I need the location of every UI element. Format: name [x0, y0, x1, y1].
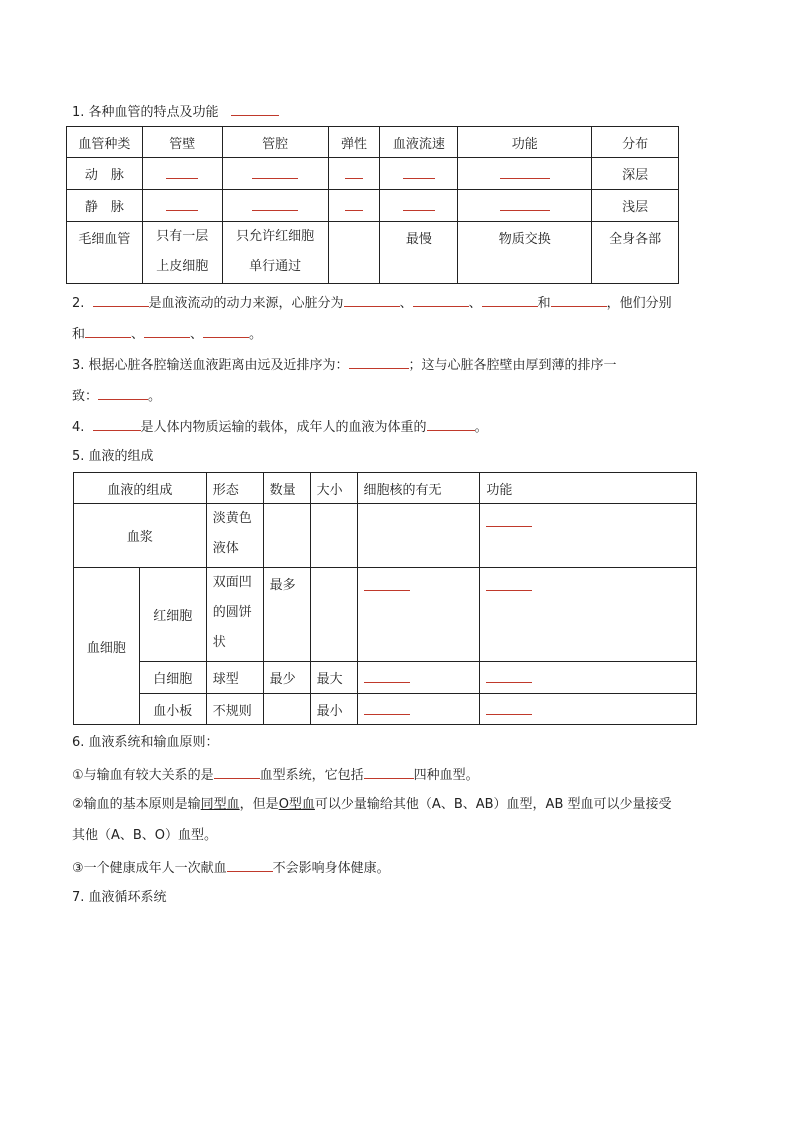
answer-blank[interactable] — [486, 512, 532, 527]
question-6-text: ①与输血有较大关系的是 — [72, 768, 214, 783]
table-row — [67, 158, 679, 190]
rbc-count: 最多 — [263, 568, 310, 662]
question-1-text: 1. 各种血管的特点及功能 — [72, 105, 219, 120]
wbc-size: 最大 — [310, 662, 357, 694]
header-cell: 分布 — [592, 127, 679, 158]
vessel-distribution: 深层 — [592, 158, 679, 190]
shape-text: 的圆饼 — [212, 605, 252, 620]
answer-blank[interactable] — [98, 385, 148, 400]
question-6-text: 可以少量输给其他（A、B、AB）血型，AB 型血可以少量接受 — [314, 797, 672, 812]
header-cell: 功能 — [458, 127, 592, 158]
platelet-shape: 不规则 — [206, 694, 263, 725]
question-4-text: 是人体内物质运输的载体，成年人的血液为体重的 — [140, 420, 427, 435]
answer-blank[interactable] — [364, 764, 414, 779]
header-cell: 管壁 — [142, 127, 222, 158]
question-6-line-3 — [72, 826, 217, 846]
question-6-line-2 — [72, 795, 672, 815]
answer-blank[interactable] — [427, 416, 475, 431]
question-6-text: 血型系统，它包括 — [259, 768, 364, 783]
question-6-line-4 — [72, 857, 390, 879]
underlined-answer: 同型血 — [200, 797, 240, 812]
nucleus-cell — [357, 504, 480, 568]
nucleus-cell — [357, 694, 480, 725]
table-row — [67, 222, 679, 284]
answer-blank[interactable] — [166, 196, 198, 211]
question-7-text: 7. 血液循环系统 — [72, 890, 167, 905]
header-cell: 大小 — [310, 473, 357, 504]
vessel-type: 毛细血管 — [67, 222, 143, 284]
header-cell: 血管种类 — [67, 127, 143, 158]
header-cell: 功能 — [480, 473, 697, 504]
answer-blank[interactable] — [231, 101, 279, 116]
period: 。 — [249, 327, 263, 342]
answer-blank[interactable] — [349, 354, 409, 369]
answer-blank[interactable] — [93, 292, 149, 307]
answer-blank[interactable] — [227, 857, 273, 872]
header-cell: 血液流速 — [380, 127, 458, 158]
question-6-text: 四种血型。 — [413, 768, 479, 783]
answer-blank[interactable] — [85, 323, 131, 338]
separator: 、 — [190, 327, 204, 342]
answer-blank[interactable] — [364, 668, 410, 683]
conjunction: 和 — [72, 327, 86, 342]
speed-cell: 最慢 — [380, 222, 458, 284]
lumen-text: 单行通过 — [249, 259, 302, 274]
nucleus-cell — [357, 568, 480, 662]
question-6-title — [72, 733, 219, 753]
question-3-text: 3. 根据心脏各腔输送血液距离由远及近排序为： — [72, 358, 349, 373]
underlined-answer: O型血 — [278, 797, 315, 812]
platelet-size: 最小 — [310, 694, 357, 725]
elasticity-cell — [328, 222, 380, 284]
question-7 — [72, 888, 167, 908]
header-cell: 弹性 — [328, 127, 380, 158]
vessel-table — [66, 126, 679, 284]
table-row — [74, 694, 697, 725]
question-4-number: 4. — [72, 420, 85, 435]
table-header-row — [74, 473, 697, 504]
answer-blank[interactable] — [252, 164, 298, 179]
question-6-text: 6. 血液系统和输血原则： — [72, 735, 219, 750]
question-6-text: 不会影响身体健康。 — [272, 861, 390, 876]
question-2 — [72, 292, 672, 314]
answer-blank[interactable] — [482, 292, 538, 307]
answer-blank[interactable] — [486, 576, 532, 591]
question-6-text: 其他（A、B、O）血型。 — [72, 828, 218, 843]
question-3-text: ；这与心脏各腔壁由厚到薄的排序一 — [408, 358, 617, 373]
question-3 — [72, 354, 617, 376]
table-row — [74, 662, 697, 694]
question-5 — [72, 447, 154, 467]
blood-composition-table — [73, 472, 697, 725]
table-row — [67, 190, 679, 222]
question-2-number: 2. — [72, 296, 85, 311]
function-cell — [480, 568, 697, 662]
conjunction: 和 — [537, 296, 551, 311]
question-2-text: 是血液流动的动力来源，心脏分为 — [148, 296, 344, 311]
answer-blank[interactable] — [93, 416, 141, 431]
lumen-cell — [222, 222, 328, 284]
wbc-count: 最少 — [263, 662, 310, 694]
answer-blank[interactable] — [413, 292, 469, 307]
shape-text: 液体 — [212, 541, 239, 556]
answer-blank[interactable] — [403, 164, 435, 179]
answer-blank[interactable] — [345, 196, 363, 211]
rbc-name: 红细胞 — [139, 568, 206, 662]
period: 。 — [148, 389, 162, 404]
vessel-type: 动 脉 — [67, 158, 143, 190]
question-3-text: 致： — [72, 389, 99, 404]
question-6-text: ③一个健康成年人一次献血 — [72, 861, 227, 876]
function-cell — [480, 694, 697, 725]
rbc-shape — [206, 568, 263, 662]
answer-blank[interactable] — [203, 323, 249, 338]
header-cell: 血液的组成 — [74, 473, 207, 504]
lumen-text: 只允许红细胞 — [236, 229, 315, 244]
answer-blank[interactable] — [166, 164, 198, 179]
shape-text: 状 — [212, 635, 226, 650]
answer-blank[interactable] — [486, 700, 532, 715]
vessel-type: 静 脉 — [67, 190, 143, 222]
separator: 、 — [399, 296, 413, 311]
plasma-name: 血浆 — [74, 504, 207, 568]
shape-text: 淡黄色 — [212, 511, 252, 526]
wbc-name: 白细胞 — [139, 662, 206, 694]
wall-text: 上皮细胞 — [156, 259, 209, 274]
question-6-line-1 — [72, 764, 479, 786]
question-5-text: 5. 血液的组成 — [72, 449, 154, 464]
header-cell: 细胞核的有无 — [357, 473, 480, 504]
vessel-distribution: 浅层 — [592, 190, 679, 222]
table-row — [74, 504, 697, 568]
count-cell — [263, 694, 310, 725]
answer-blank[interactable] — [364, 700, 410, 715]
question-2-cont — [72, 323, 262, 345]
answer-blank[interactable] — [252, 196, 298, 211]
question-4 — [72, 416, 488, 438]
answer-blank[interactable] — [214, 764, 260, 779]
question-6-text: ，但是 — [239, 797, 279, 812]
question-2-text: ，他们分别 — [606, 296, 672, 311]
size-cell — [310, 504, 357, 568]
function-cell: 物质交换 — [458, 222, 592, 284]
wall-cell — [142, 222, 222, 284]
answer-blank[interactable] — [551, 292, 607, 307]
function-cell — [480, 662, 697, 694]
plasma-shape — [206, 504, 263, 568]
function-cell — [480, 504, 697, 568]
answer-blank[interactable] — [500, 196, 550, 211]
shape-text: 双面凹 — [212, 575, 252, 590]
answer-blank[interactable] — [403, 196, 435, 211]
table-row — [74, 568, 697, 662]
vessel-distribution: 全身各部 — [592, 222, 679, 284]
period: 。 — [474, 420, 488, 435]
platelet-name: 血小板 — [139, 694, 206, 725]
answer-blank[interactable] — [500, 164, 550, 179]
question-1 — [72, 101, 279, 123]
answer-blank[interactable] — [144, 323, 190, 338]
header-cell: 数量 — [263, 473, 310, 504]
wall-text: 只有一层 — [156, 229, 209, 244]
answer-blank[interactable] — [345, 164, 363, 179]
blood-cells-name: 血细胞 — [74, 568, 140, 725]
question-3-cont — [72, 385, 161, 407]
count-cell — [263, 504, 310, 568]
size-cell — [310, 568, 357, 662]
answer-blank[interactable] — [486, 668, 532, 683]
separator: 、 — [468, 296, 482, 311]
nucleus-cell — [357, 662, 480, 694]
separator: 、 — [131, 327, 145, 342]
table-header-row — [67, 127, 679, 158]
header-cell: 形态 — [206, 473, 263, 504]
header-cell: 管腔 — [222, 127, 328, 158]
wbc-shape: 球型 — [206, 662, 263, 694]
answer-blank[interactable] — [344, 292, 400, 307]
question-6-text: ②输血的基本原则是输 — [72, 797, 201, 812]
answer-blank[interactable] — [364, 576, 410, 591]
